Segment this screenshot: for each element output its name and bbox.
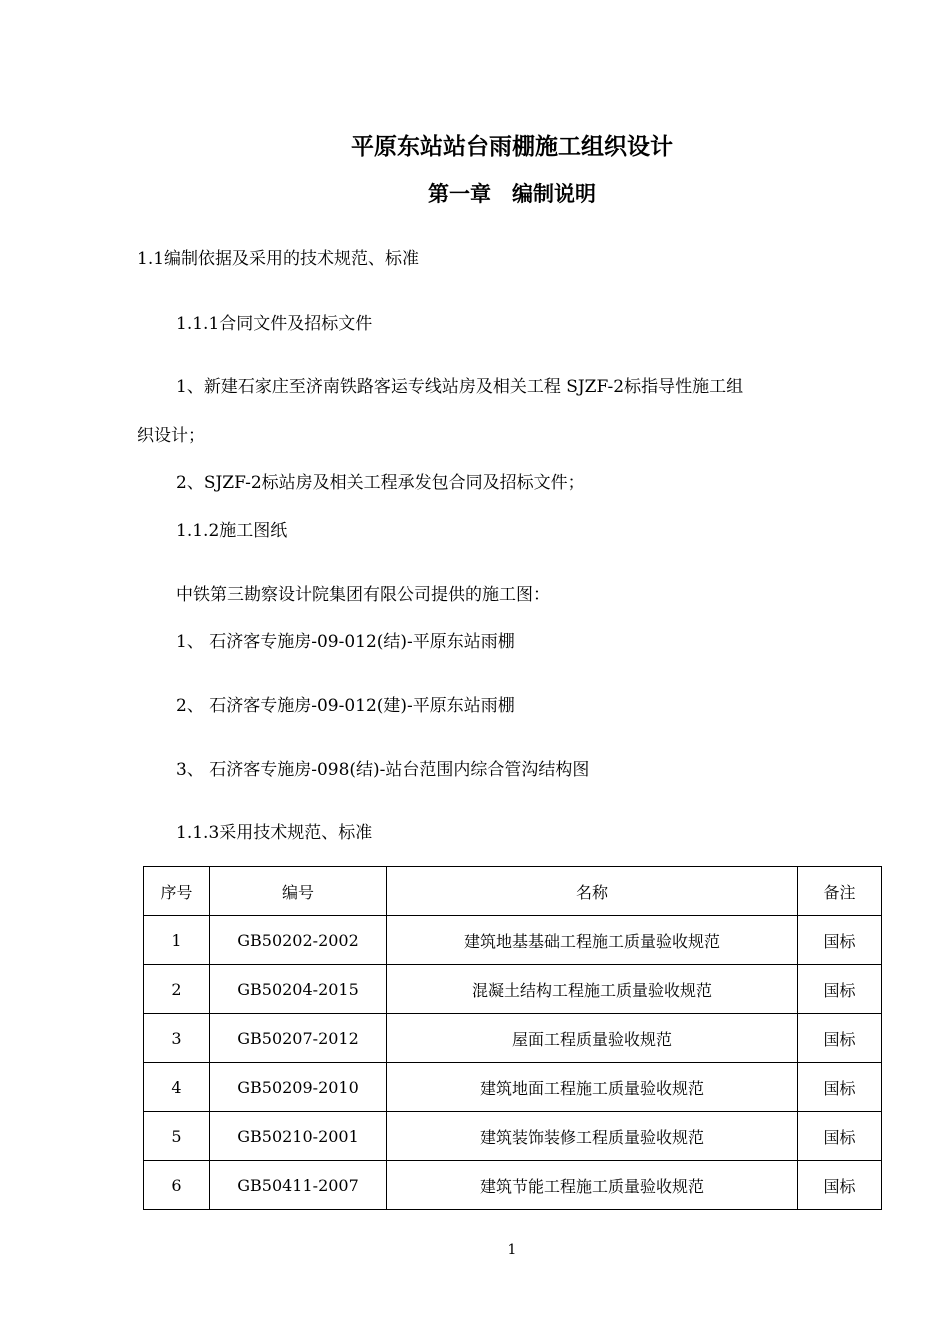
header-index: 序号 — [144, 867, 210, 916]
table-row — [144, 965, 882, 1014]
cell-remark: 国标 — [798, 1014, 882, 1063]
drawing-item: 3、 石济客专施房-098(结)-站台范围内综合管沟结构图 — [176, 760, 590, 780]
document-title: 平原东站站台雨棚施工组织设计 — [351, 134, 673, 160]
cell-code: GB50204-2015 — [210, 965, 387, 1014]
section-heading-1-1-1: 1.1.1合同文件及招标文件 — [176, 314, 373, 334]
cell-remark: 国标 — [798, 965, 882, 1014]
cell-remark: 国标 — [798, 916, 882, 965]
table-row — [144, 916, 882, 965]
cell-remark: 国标 — [798, 1112, 882, 1161]
cell-name: 建筑地基基础工程施工质量验收规范 — [387, 916, 798, 965]
section-heading-1-1-3: 1.1.3采用技术规范、标准 — [176, 823, 373, 843]
table-row — [144, 1161, 882, 1210]
paragraph-item-1-line2: 织设计； — [137, 426, 205, 446]
paragraph-item-1-line1: 1、新建石家庄至济南铁路客运专线站房及相关工程 SJZF-2标指导性施工组 — [176, 377, 744, 397]
cell-remark: 国标 — [798, 1063, 882, 1112]
cell-code: GB50209-2010 — [210, 1063, 387, 1112]
cell-name: 屋面工程质量验收规范 — [387, 1014, 798, 1063]
header-name: 名称 — [387, 867, 798, 916]
page-number: 1 — [507, 1242, 517, 1258]
cell-index: 2 — [144, 965, 210, 1014]
cell-index: 1 — [144, 916, 210, 965]
cell-code: GB50202-2002 — [210, 916, 387, 965]
standards-table — [143, 866, 882, 1210]
drawing-item: 2、 石济客专施房-09-012(建)-平原东站雨棚 — [176, 696, 515, 716]
chapter-heading: 第一章 编制说明 — [428, 182, 596, 206]
cell-index: 5 — [144, 1112, 210, 1161]
cell-index: 4 — [144, 1063, 210, 1112]
section-heading-1-1: 1.1编制依据及采用的技术规范、标准 — [137, 249, 420, 269]
header-remark: 备注 — [798, 867, 882, 916]
table-row — [144, 1112, 882, 1161]
table-row — [144, 1063, 882, 1112]
table-header-row — [144, 867, 882, 916]
cell-index: 6 — [144, 1161, 210, 1210]
cell-name: 建筑地面工程施工质量验收规范 — [387, 1063, 798, 1112]
drawing-item: 1、 石济客专施房-09-012(结)-平原东站雨棚 — [176, 632, 515, 652]
cell-code: GB50207-2012 — [210, 1014, 387, 1063]
cell-name: 混凝土结构工程施工质量验收规范 — [387, 965, 798, 1014]
header-code: 编号 — [210, 867, 387, 916]
drawings-intro: 中铁第三勘察设计院集团有限公司提供的施工图： — [176, 585, 550, 605]
cell-index: 3 — [144, 1014, 210, 1063]
cell-name: 建筑装饰装修工程质量验收规范 — [387, 1112, 798, 1161]
cell-code: GB50210-2001 — [210, 1112, 387, 1161]
section-heading-1-1-2: 1.1.2施工图纸 — [176, 521, 288, 541]
cell-name: 建筑节能工程施工质量验收规范 — [387, 1161, 798, 1210]
cell-code: GB50411-2007 — [210, 1161, 387, 1210]
cell-remark: 国标 — [798, 1161, 882, 1210]
paragraph-item-2: 2、SJZF-2标站房及相关工程承发包合同及招标文件； — [176, 473, 585, 493]
table-row — [144, 1014, 882, 1063]
